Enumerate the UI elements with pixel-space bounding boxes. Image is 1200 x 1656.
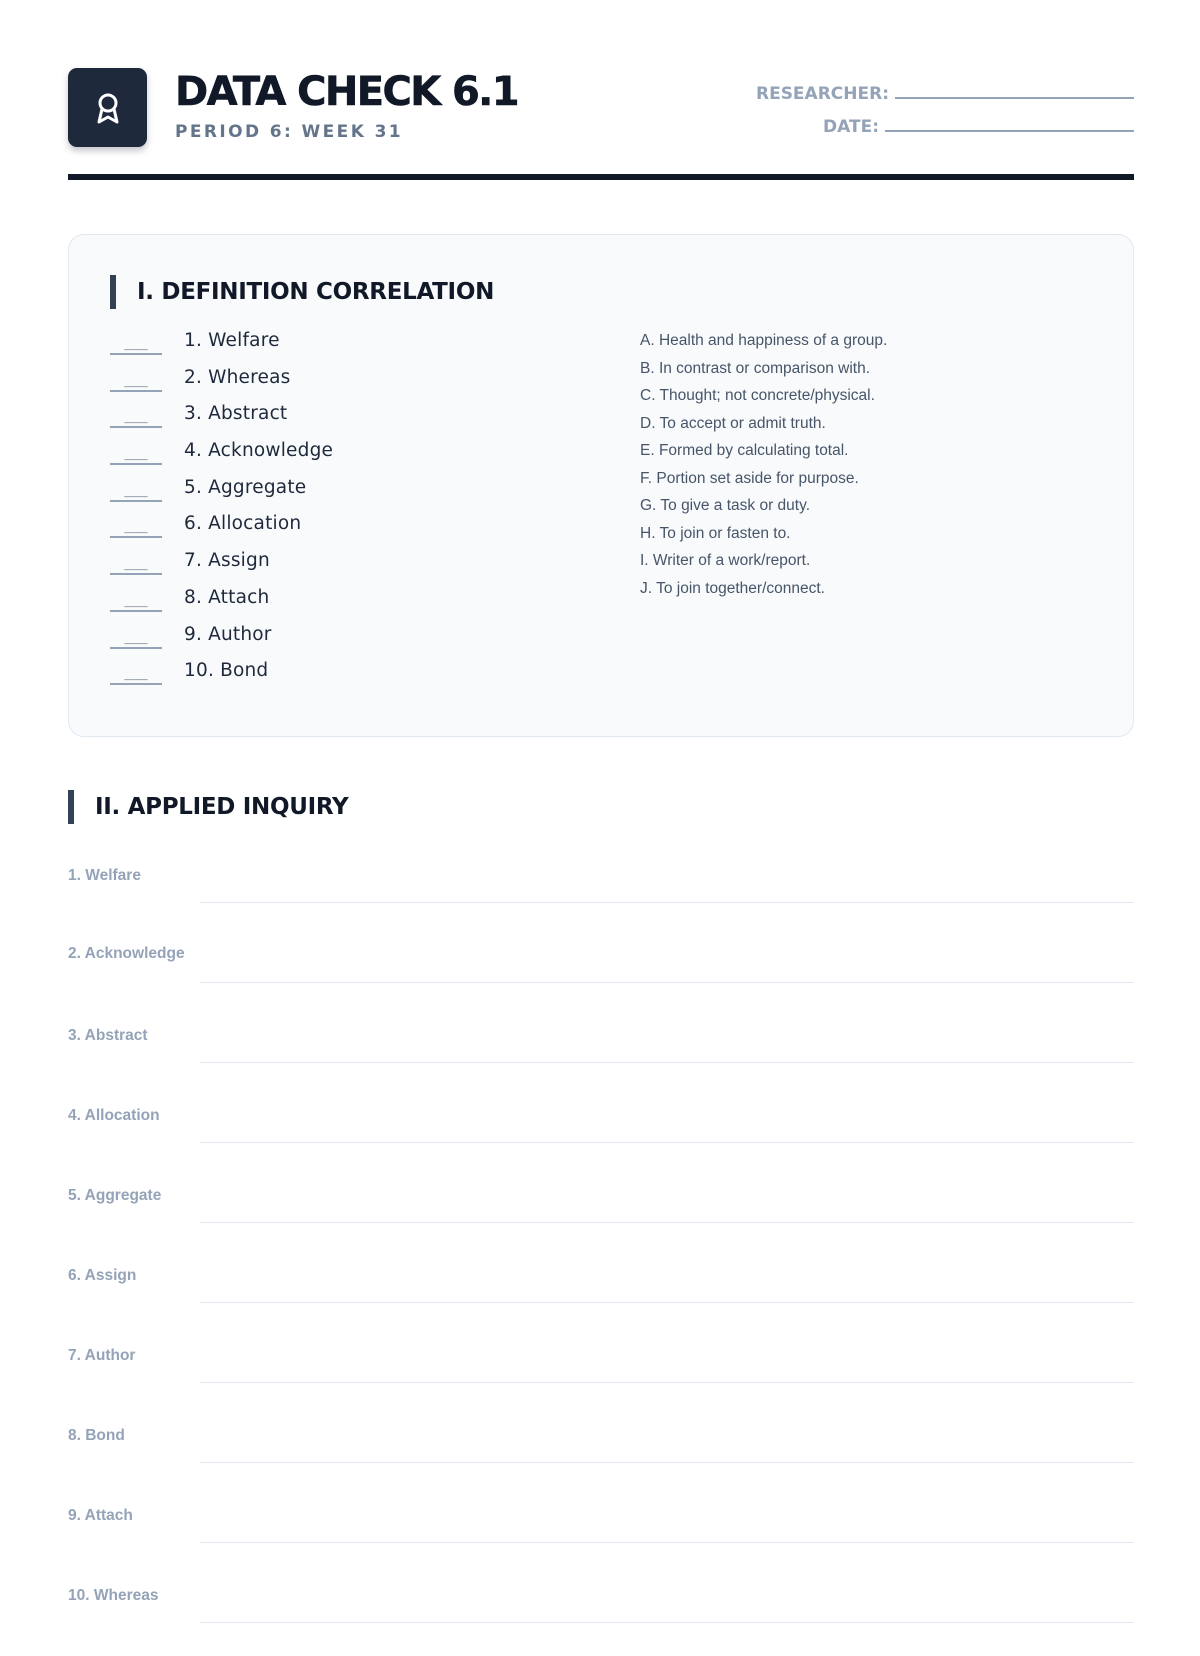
inquiry-label: 10. Whereas xyxy=(68,1587,159,1604)
answer-line[interactable] xyxy=(200,1302,1134,1303)
answer-blank[interactable]: ___ xyxy=(110,443,162,465)
answer-line[interactable] xyxy=(200,902,1134,903)
term-label: 7. Assign xyxy=(184,550,270,572)
definition-item: F. Portion set aside for purpose. xyxy=(640,469,859,487)
inquiry-label: 1. Welfare xyxy=(68,867,141,884)
inquiry-label: 3. Abstract xyxy=(68,1027,148,1044)
answer-blank[interactable]: ___ xyxy=(110,516,162,538)
date-field[interactable] xyxy=(885,115,1134,132)
researcher-row xyxy=(756,78,1134,111)
inquiry-row xyxy=(68,1336,1134,1416)
term-label: 2. Whereas xyxy=(184,366,291,388)
researcher-field[interactable] xyxy=(895,82,1134,99)
inquiry-label: 9. Attach xyxy=(68,1507,133,1524)
answer-line[interactable] xyxy=(200,1542,1134,1543)
worksheet-title: DATA CHECK 6.1 xyxy=(175,69,519,115)
inquiry-row xyxy=(68,1416,1134,1496)
definition-item: C. Thought; not concrete/physical. xyxy=(640,387,875,404)
answer-line[interactable] xyxy=(200,1622,1134,1623)
definition-correlation-panel xyxy=(68,234,1134,737)
researcher-label: RESEARCHER: xyxy=(755,84,889,104)
answer-line[interactable] xyxy=(200,1062,1134,1063)
worksheet-header xyxy=(68,68,1134,178)
term-label: 8. Attach xyxy=(184,586,270,608)
definition-item: E. Formed by calculating total. xyxy=(640,442,849,459)
term-label: 6. Allocation xyxy=(184,513,302,535)
inquiry-row xyxy=(68,1256,1134,1336)
answer-line[interactable] xyxy=(200,1222,1134,1223)
answer-line[interactable] xyxy=(200,982,1134,983)
inquiry-row xyxy=(68,1496,1134,1576)
answer-blank[interactable]: ___ xyxy=(110,406,162,428)
section-1-title: I. DEFINITION CORRELATION xyxy=(110,275,494,309)
definition-item: B. In contrast or comparison with. xyxy=(640,359,871,377)
answer-line[interactable] xyxy=(200,1462,1134,1463)
header-meta xyxy=(756,78,1134,144)
date-label: DATE: xyxy=(823,117,879,137)
definition-item: G. To give a task or duty. xyxy=(640,497,811,514)
header-divider xyxy=(68,174,1134,180)
answer-blank[interactable]: ___ xyxy=(110,553,162,575)
answer-blank[interactable]: ___ xyxy=(110,480,162,502)
term-label: 3. Abstract xyxy=(184,403,288,425)
inquiry-label: 7. Author xyxy=(68,1347,136,1364)
award-ribbon-icon xyxy=(68,68,147,147)
term-label: 5. Aggregate xyxy=(184,476,307,498)
inquiry-row xyxy=(68,1176,1134,1256)
applied-inquiry-list xyxy=(68,856,1134,1656)
worksheet-subtitle: PERIOD 6: WEEK 31 xyxy=(175,122,404,142)
definition-item: H. To join or fasten to. xyxy=(640,524,791,542)
inquiry-row xyxy=(68,936,1134,1016)
term-label: 4. Acknowledge xyxy=(184,440,334,462)
definition-item: D. To accept or admit truth. xyxy=(640,414,826,432)
definition-item: J. To join together/connect. xyxy=(640,579,825,597)
definition-list xyxy=(640,331,887,606)
inquiry-label: 5. Aggregate xyxy=(68,1187,162,1204)
term-label: 9. Author xyxy=(184,623,272,645)
term-label: 1. Welfare xyxy=(184,330,280,351)
term-label: 10. Bond xyxy=(184,660,269,682)
answer-line[interactable] xyxy=(200,1142,1134,1143)
inquiry-label: 8. Bond xyxy=(68,1427,125,1444)
answer-blank[interactable]: ___ xyxy=(110,663,162,685)
answer-blank[interactable]: ___ xyxy=(110,333,162,355)
date-row xyxy=(756,111,1134,144)
definition-item: A. Health and happiness of a group. xyxy=(640,332,888,349)
answer-blank[interactable]: ___ xyxy=(110,627,162,649)
inquiry-label: 4. Allocation xyxy=(68,1107,160,1124)
inquiry-label: 6. Assign xyxy=(68,1267,137,1284)
answer-blank[interactable]: ___ xyxy=(110,590,162,612)
answer-line[interactable] xyxy=(200,1382,1134,1383)
definition-item: I. Writer of a work/report. xyxy=(640,552,811,569)
inquiry-row xyxy=(68,1096,1134,1176)
section-2-title: II. APPLIED INQUIRY xyxy=(68,790,348,824)
inquiry-label: 2. Acknowledge xyxy=(68,945,185,962)
inquiry-row xyxy=(68,856,1134,936)
inquiry-row xyxy=(68,1016,1134,1096)
answer-blank[interactable]: ___ xyxy=(110,370,162,392)
inquiry-row xyxy=(68,1576,1134,1656)
